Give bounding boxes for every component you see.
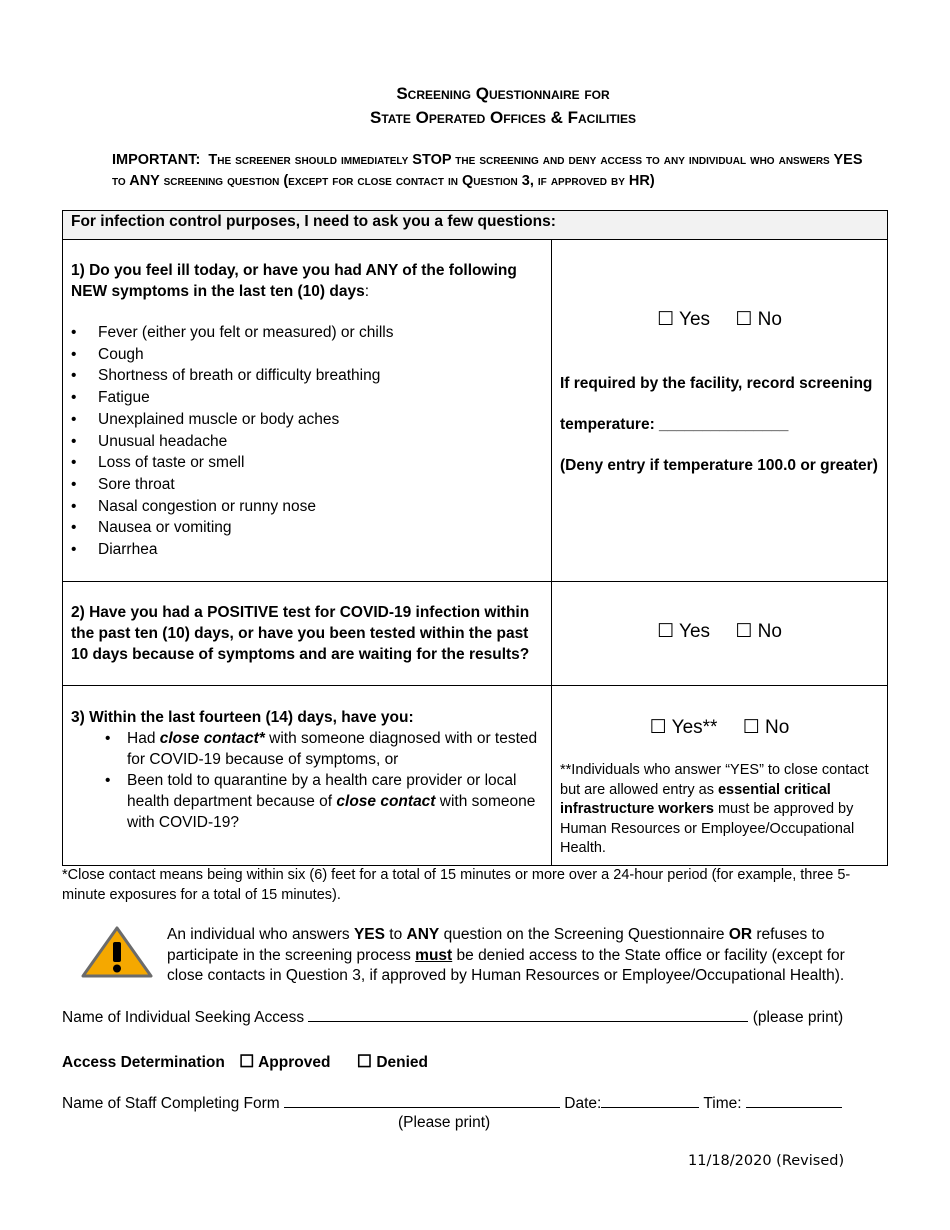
question-3-yes-checkbox[interactable]: ☐ Yes** [649,717,718,738]
important-text-c: screening question (except for close contact in Question 3, if approved by HR) [163,173,655,189]
temperature-instruction: If required by the facility, record screening [560,375,873,392]
staff-row [62,1094,842,1113]
question-2-yes-checkbox[interactable]: ☐ Yes [657,621,711,642]
date-label: Date: [564,1095,602,1112]
question-3-answer-cell [552,686,888,866]
important-text-a: The screener should immediately [208,152,409,168]
list-item: • Sore throat [71,474,543,496]
list-item: • Nasal congestion or runny nose [71,496,543,518]
please-print-note: (Please print) [398,1114,491,1131]
question-2-title: 2) Have you had a POSITIVE test for COVID-19 infection within the past ten (10) days, or have you been tested within the past 10 days because of symptoms and are waiting for the results? [71,604,530,663]
access-row [62,1052,428,1072]
title-line-2: State Operated Offices & Facilities [369,108,636,127]
question-3-title: 3) Within the last fourteen (14) days, have you: [71,709,414,726]
staff-label: Name of Staff Completing Form [62,1095,280,1112]
name-field[interactable] [308,1008,748,1022]
warning-icon [80,925,154,979]
important-any: ANY [129,173,160,189]
question-1-title: 1) Do you feel ill today, or have you had ANY of the following NEW symptoms in the last ten (10) days: [71,262,517,300]
list-item: • Shortness of breath or difficulty breathing [71,365,543,387]
question-1-cell [63,240,552,582]
question-2-no-checkbox[interactable]: ☐ No [735,621,782,642]
denied-label: Denied [376,1054,429,1071]
list-item: • Fever (either you felt or measured) or chills [71,322,543,344]
denied-checkbox[interactable]: ☐ [356,1052,373,1071]
important-notice [112,150,872,192]
question-3-no-checkbox[interactable]: ☐ No [742,717,790,738]
question-3-yes-no [560,716,879,739]
temperature-field[interactable]: temperature: _______________ [560,416,789,433]
list-item: • Fatigue [71,387,543,409]
temperature-deny-note: (Deny entry if temperature 100.0 or greater) [560,457,878,474]
question-1-yes-no [560,308,879,331]
title-line-1: Screening Questionnaire for [396,84,610,103]
important-label: IMPORTANT: [112,152,201,168]
list-item: • Unusual headache [71,431,543,453]
list-item: • Unexplained muscle or body aches [71,409,543,431]
time-label: Time: [703,1095,742,1112]
list-item: • Loss of taste or smell [71,452,543,474]
list-item: • Had close contact* with someone diagnosed with or tested for COVID-19 because of symptoms, or [105,728,543,770]
important-text-b: the screening and deny access to any individual who answers [455,152,830,168]
list-item: • Nausea or vomiting [71,517,543,539]
time-field[interactable] [746,1094,842,1108]
question-3-list [105,728,543,833]
approved-label: Approved [258,1054,331,1071]
date-field[interactable] [601,1094,699,1108]
approved-checkbox[interactable]: ☐ [239,1052,255,1071]
question-2-cell [63,582,552,686]
question-3-cell [63,686,552,866]
name-label: Name of Individual Seeking Access [62,1009,305,1026]
list-item: • Cough [71,344,543,366]
question-3-note: **Individuals who answer “YES” to close contact but are allowed entry as essential critical infrastructure workers must be approved by Human Resources or Employee/Occupational Health. [560,762,869,856]
access-label: Access Determination [62,1054,225,1071]
question-1-answer-cell [552,240,888,582]
important-stop: STOP [412,152,452,168]
question-1-no-checkbox[interactable]: ☐ No [735,309,782,330]
revision-date: 11/18/2020 (Revised) [688,1153,845,1169]
close-contact-footnote: *Close contact means being within six (6) feet for a total of 15 minutes or more over a 24-hour period (for example, three 5-minute exposures for a total of 15 minutes). [62,867,851,903]
question-1-yes-checkbox[interactable]: ☐ Yes [657,309,711,330]
list-item: • Been told to quarantine by a health care provider or local health department because of close contact with someone with COVID-19? [105,770,543,833]
name-suffix: (please print) [752,1009,844,1026]
warning-text: An individual who answers YES to ANY question on the Screening Questionnaire OR refuses to participate in the screening process must be denied access to the State office or facility (except for close contacts in Question 3, if approved by Human Resources or Employee/Occupational Health). [167,926,845,984]
screening-table [62,210,888,866]
page-title [0,82,950,130]
list-item: • Diarrhea [71,539,543,561]
name-row [62,1008,843,1027]
important-yes: YES [833,152,863,168]
symptom-list [71,322,543,561]
question-2-yes-no [552,620,887,643]
table-header: For infection control purposes, I need to ask you a few questions: [63,211,888,240]
important-to: to [112,173,126,189]
question-2-answer-cell [552,582,888,686]
staff-field[interactable] [284,1094,560,1108]
